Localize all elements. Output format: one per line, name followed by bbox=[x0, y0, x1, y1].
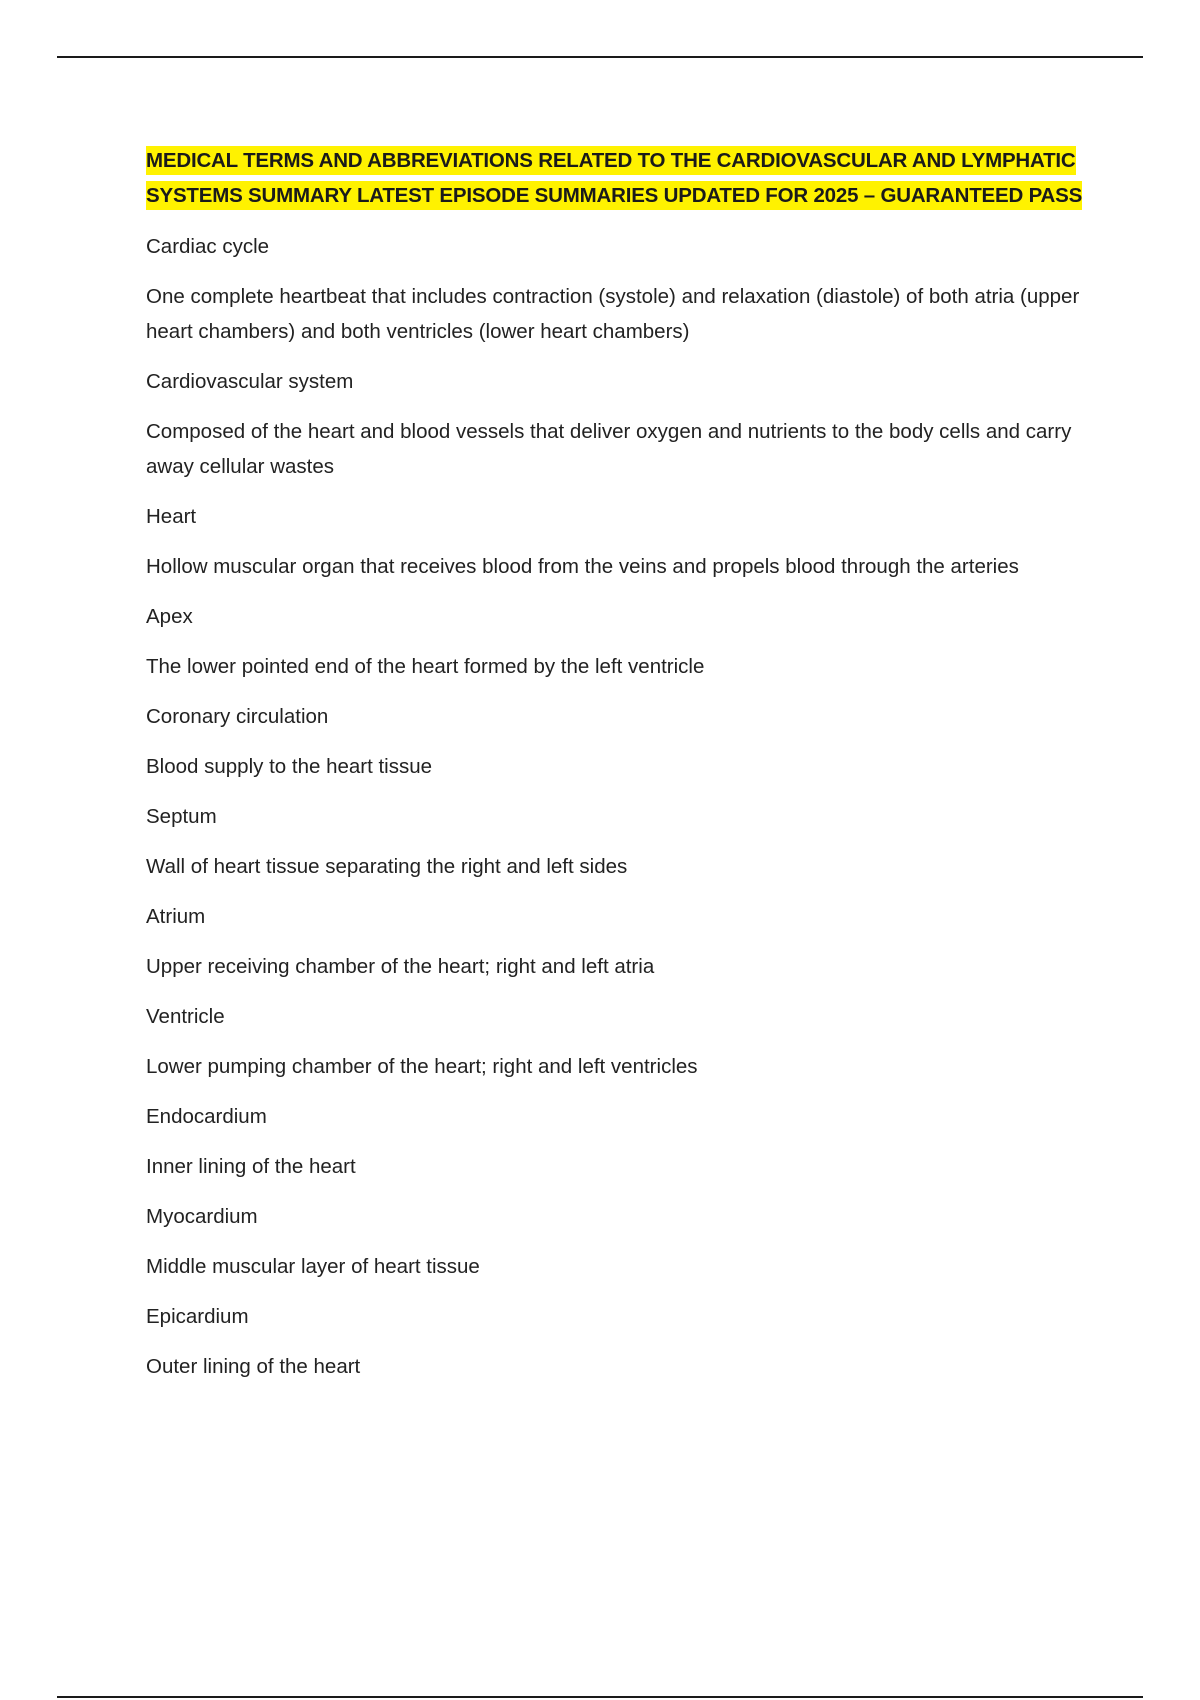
term-septum: Septum bbox=[146, 805, 217, 828]
term-heart: Heart bbox=[146, 505, 197, 528]
definition-coronary-circulation: Blood supply to the heart tissue bbox=[146, 755, 433, 778]
definition-ventricle: Lower pumping chamber of the heart; right and left ventricles bbox=[146, 1055, 698, 1078]
definition-myocardium: Middle muscular layer of heart tissue bbox=[146, 1255, 480, 1278]
definition-apex: The lower pointed end of the heart formed by the left ventricle bbox=[146, 655, 705, 678]
top-rule bbox=[57, 56, 1143, 58]
term-ventricle: Ventricle bbox=[146, 1005, 225, 1028]
definition-atrium: Upper receiving chamber of the heart; right and left atria bbox=[146, 955, 655, 978]
term-endocardium: Endocardium bbox=[146, 1105, 267, 1128]
bottom-rule bbox=[57, 1696, 1143, 1698]
document-title bbox=[146, 143, 1086, 213]
term-epicardium: Epicardium bbox=[146, 1305, 249, 1328]
definition-cardiovascular-system: Composed of the heart and blood vessels that deliver oxygen and nutrients to the body cells and carry away cellular wastes bbox=[146, 420, 1072, 478]
definition-endocardium: Inner lining of the heart bbox=[146, 1155, 356, 1178]
term-atrium: Atrium bbox=[146, 905, 206, 928]
term-apex: Apex bbox=[146, 605, 193, 628]
definition-septum: Wall of heart tissue separating the right and left sides bbox=[146, 855, 628, 878]
definition-epicardium: Outer lining of the heart bbox=[146, 1355, 361, 1378]
term-coronary-circulation: Coronary circulation bbox=[146, 705, 329, 728]
definition-cardiac-cycle: One complete heartbeat that includes contraction (systole) and relaxation (diastole) of both atria (upper heart chambers) and both ventricles (lower heart chambers) bbox=[146, 285, 1080, 343]
term-myocardium: Myocardium bbox=[146, 1205, 258, 1228]
definition-heart: Hollow muscular organ that receives blood from the veins and propels blood through the arteries bbox=[146, 555, 1019, 578]
term-cardiovascular-system: Cardiovascular system bbox=[146, 370, 354, 393]
document-body bbox=[146, 143, 1086, 1399]
highlighted-title-text: MEDICAL TERMS AND ABBREVIATIONS RELATED TO THE CARDIOVASCULAR AND LYMPHATIC SYSTEMS SUMMARY LATEST EPISODE SUMMARIES UPDATED FOR 2025 – GUARANTEED PASS bbox=[146, 146, 1082, 210]
term-cardiac-cycle: Cardiac cycle bbox=[146, 235, 270, 258]
